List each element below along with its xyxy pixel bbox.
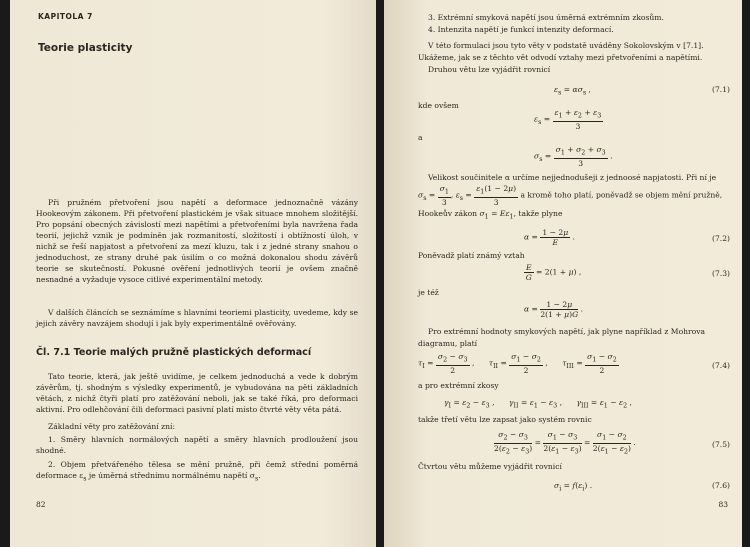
right-page	[384, 0, 742, 547]
a-word: a	[418, 133, 423, 142]
chapter-title: Teorie plasticity	[38, 42, 133, 54]
equation-alpha-g: α = $\frac{1 - 2\mu}{2(1 + \mu)G}$ .	[524, 300, 583, 319]
equation-sigma-s: $\sigma_s$ = $\frac{\sigma_1 + \sigma_2 + \sigma_3}{3}$ .	[534, 145, 613, 168]
intro-paragraph: Při pružném přetvoření jsou napětí a deformace jednoznačně vázány Hookeovým zákonem. Při přetvoření plastickém je však situace mnohem složitější. Pro popsání obecných závislostí mezi napětími a přetvořeními byla navržena řada teorií, jejichž vznik je podmíněn jak rozmanitostí, složitostí i obtížností úloh, v nichž se řeší napjatost a přetvoření za mezí kluzu, tak i z jedné strany snahou o jednoduchost, ze strany druhé pak úsilím o co možná dokonalou shodu závěrů teorie se skutečností. Pokusné ověření jednotlivých teorií je ovšem značně nesnadné a vyžaduje vysoce citlivé experimentální metody.	[36, 198, 358, 284]
second-paragraph: V dalších článcích se seznámíme s hlavními teoriemi plasticity, uvedeme, kdy se jejich závěry navzájem shodují i jak byly experimentálně ověřovány.	[36, 308, 358, 328]
equation-7-2: α = $\frac{1 - 2\mu}{E}$ .	[524, 228, 575, 247]
section-paragraph: Tato teorie, která, jak ještě uvidíme, je celkem jednoduchá a vede k dobrým závěrům, tj. shodným s výsledky experimentů, je vybudována na pěti základních větách, z nichž čtyři platí pro zatěžování neboli, jak se také říká, pro deformaci aktivní. Pro odlehčování čili deformaci pasivní platí místo čtvrté věty věta pátá.	[36, 372, 358, 414]
sentence-4: 4. Intenzita napětí je funkcí intenzity deformací.	[428, 25, 614, 34]
chapter-header: KAPITOLA 7	[38, 12, 93, 21]
eq-number-7-5: (7.5)	[711, 440, 730, 449]
eq-number-7-4: (7.4)	[711, 361, 730, 370]
equation-7-5: $\frac{\sigma_2 - \sigma_3}{2(\varepsilon_2 - \varepsilon_3)}$ = $\frac{\sigma_1 - \sigma_3}{2(\varepsilon_1 - \varepsilon_3)}$ = $\frac{\sigma_1 - \sigma_2}{2(\varepsilon_1 - \varepsilon_2)}$ .	[494, 430, 636, 456]
equation-7-3: $\frac{E}{G}$ = 2(1 + μ) ,	[525, 263, 582, 282]
equation-eps-s: $\varepsilon_s$ = $\frac{\varepsilon_1 + \varepsilon_2 + \varepsilon_3}{3}$	[534, 108, 602, 131]
eq-number-7-1: (7.1)	[711, 85, 730, 94]
pro-extremni-2: diagramu, platí	[418, 339, 478, 348]
pro-extremni-1: Pro extrémní hodnoty smykových napětí, jak plyne například z Mohrova	[428, 327, 706, 336]
velikost-line-2: $\sigma_s$ = $\frac{\sigma_1}{3}$ , $\varepsilon_s$ = $\frac{\varepsilon_1(1 - 2\mu)}{3}$ a kromě toho platí, poněvadž se objem mění pružně,	[418, 184, 723, 207]
formulation-line-2: Ukážeme, jak se z těchto vět odvodí vztahy mezi přetvořeními a napětími.	[418, 53, 703, 62]
sentence-1: 1. Směry hlavních normálových napětí a směry hlavních prodloužení jsou shodné.	[36, 435, 358, 455]
eq-number-7-2: (7.2)	[711, 234, 730, 243]
velikost-line-3: Hookeův zákon $\sigma_1 = E\varepsilon_1$, takže plyne	[418, 209, 563, 221]
basic-sentences-intro: Základní věty pro zatěžování zní:	[48, 422, 176, 431]
formulation-line-1: V této formulaci jsou tyto věty v podstatě uváděny Sokolovským v [7.1].	[428, 41, 704, 50]
velikost-line-1: Velikost součinitele α určíme nejjednodušeji z jednoosé napjatosti. Při ní je	[428, 173, 717, 182]
sentence-3: 3. Extrémní smyková napětí jsou úměrná extrémním zkosům.	[428, 13, 664, 22]
je-tez: je též	[418, 288, 439, 297]
sentence-2: 2. Objem přetvářeného tělesa se mění pružně, při čemž střední poměrná deformace $\varepsilon_s$ je úměrná střednímu normálnému napětí $\sigma_s$.	[36, 460, 358, 483]
formulation-line-3: Druhou větu lze vyjádřit rovnicí	[428, 65, 551, 74]
ctvrtou: Čtvrtou větu můžeme vyjádřit rovnicí	[418, 462, 562, 471]
equation-7-4: $\tau_I$ = $\frac{\sigma_2 - \sigma_3}{2}$ , $\tau_{II}$ = $\frac{\sigma_1 - \sigma_2}{2}$ , $\tau_{III}$ = $\frac{\sigma_1 - \sigma_2}{2}$	[418, 352, 617, 375]
equation-gamma: $\gamma_I = \varepsilon_2 - \varepsilon_3$ , $\gamma_{II} = \varepsilon_1 - \varepsilon_3$ , $\gamma_{III} = \varepsilon_1 - \varepsilon_2$ ,	[444, 398, 632, 410]
page-number-right: 83	[718, 500, 728, 509]
page-number-left: 82	[36, 500, 46, 509]
eq-number-7-6: (7.6)	[711, 481, 730, 490]
left-page	[10, 0, 376, 547]
equation-7-6: $\sigma_i = f(\varepsilon_i)$ .	[554, 481, 593, 493]
a-pro-extremni: a pro extrémní zkosy	[418, 381, 499, 390]
equation-7-1: $\varepsilon_s = \alpha\sigma_s$ ,	[554, 85, 591, 97]
takze-treti: takže třetí větu lze zapsat jako systém rovnic	[418, 415, 592, 424]
section-title: Čl. 7.1 Teorie malých pružně plastických deformací	[36, 347, 312, 358]
eq-number-7-3: (7.3)	[711, 269, 730, 278]
ponevadz: Poněvadž platí známý vztah	[418, 251, 525, 260]
kde-ovsem: kde ovšem	[418, 101, 459, 110]
